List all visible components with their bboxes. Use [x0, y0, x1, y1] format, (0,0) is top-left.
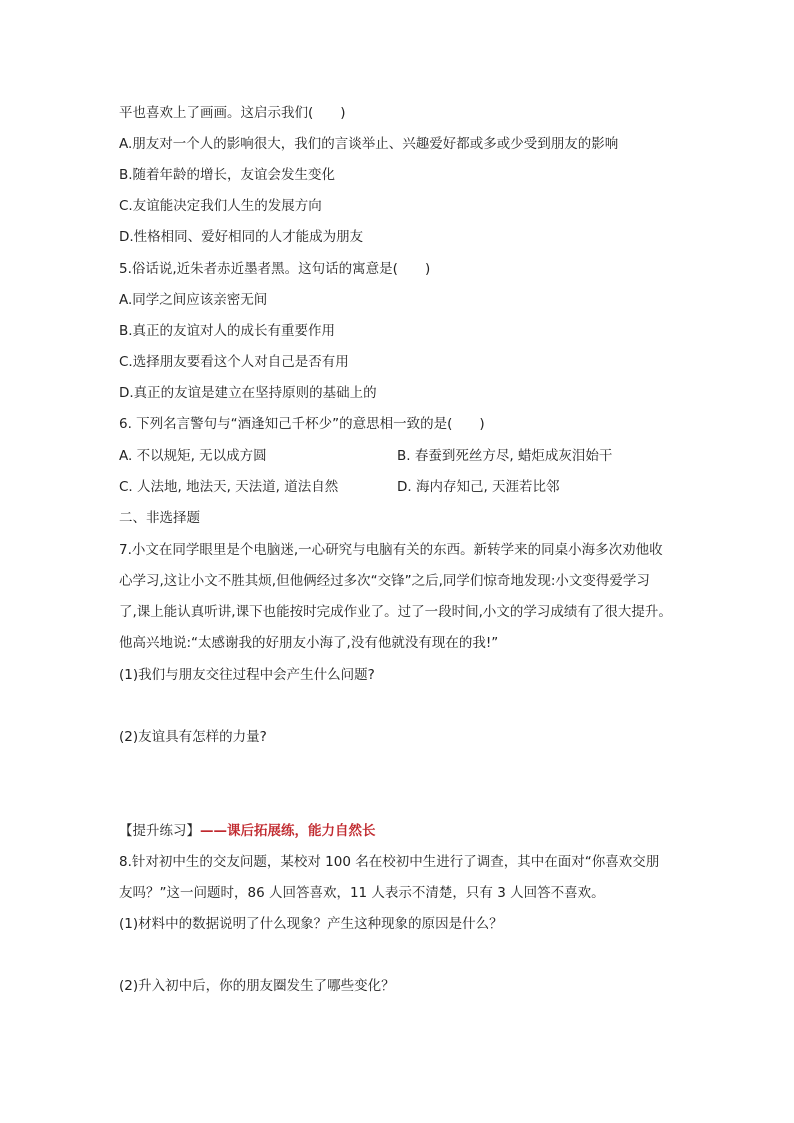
practice-heading — [119, 822, 376, 840]
q5-option-d: D.真正的友谊是建立在坚持原则的基础上的 — [119, 385, 377, 401]
q8-text-line-2: 友吗？”这一问题时，86 人回答喜欢，11 人表示不清楚，只有 3 人回答不喜欢。 — [119, 885, 605, 901]
practice-slogan: ——课后拓展练，能力自然长 — [200, 823, 376, 839]
q8-sub-question-2: (2)升入初中后，你的朋友圈发生了哪些变化？ — [119, 978, 395, 994]
q4-stem-continued: 平也喜欢上了画画。这启示我们( ) — [119, 105, 346, 121]
q8-text-line-1: 8.针对初中生的交友问题，某校对 100 名在校初中生进行了调查，其中在面对“你喜欢交朋 — [119, 854, 660, 870]
q6-stem: 6. 下列名言警句与“酒逢知己千杯少”的意思相一致的是( ) — [119, 416, 485, 432]
q7-sub-question-2: (2)友谊具有怎样的力量? — [119, 729, 267, 745]
section-heading-non-choice: 二、非选择题 — [119, 510, 200, 526]
q6-option-c: C. 人法地, 地法天, 天法道, 道法自然 — [119, 479, 339, 495]
q6-option-b: B. 春蚕到死丝方尽, 蜡炬成灰泪始干 — [397, 448, 613, 464]
q4-option-b: B.随着年龄的增长，友谊会发生变化 — [119, 167, 336, 183]
q7-sub-question-1: (1)我们与朋友交往过程中会产生什么问题? — [119, 667, 375, 683]
practice-label: 【提升练习】 — [119, 823, 200, 839]
q7-text-line-4: 他高兴地说:“太感谢我的好朋友小海了,没有他就没有现在的我!” — [119, 635, 499, 651]
q5-stem: 5.俗话说,近朱者赤近墨者黑。这句话的寓意是( ) — [119, 261, 431, 277]
q8-sub-question-1: (1)材料中的数据说明了什么现象？产生这种现象的原因是什么？ — [119, 916, 503, 932]
q5-option-a: A.同学之间应该亲密无间 — [119, 292, 268, 308]
q6-option-a: A. 不以规矩, 无以成方圆 — [119, 448, 267, 464]
q7-text-line-3: 了,课上能认真听讲,课下也能按时完成作业了。过了一段时间,小文的学习成绩有了很大提升。 — [119, 604, 672, 620]
q5-option-b: B.真正的友谊对人的成长有重要作用 — [119, 323, 336, 339]
q5-option-c: C.选择朋友要看这个人对自己是否有用 — [119, 354, 349, 370]
q7-text-line-2: 心学习,这让小文不胜其烦,但他俩经过多次“交锋”之后,同学们惊奇地发现:小文变得爱学习 — [119, 573, 650, 589]
q6-option-d: D. 海内存知己, 天涯若比邻 — [397, 479, 560, 495]
q4-option-c: C.友谊能决定我们人生的发展方向 — [119, 198, 322, 214]
q4-option-d: D.性格相同、爱好相同的人才能成为朋友 — [119, 229, 364, 245]
q4-option-a: A.朋友对一个人的影响很大，我们的言谈举止、兴趣爱好都或多或少受到朋友的影响 — [119, 136, 619, 152]
q7-text-line-1: 7.小文在同学眼里是个电脑迷,一心研究与电脑有关的东西。新转学来的同桌小海多次劝他收 — [119, 542, 663, 558]
